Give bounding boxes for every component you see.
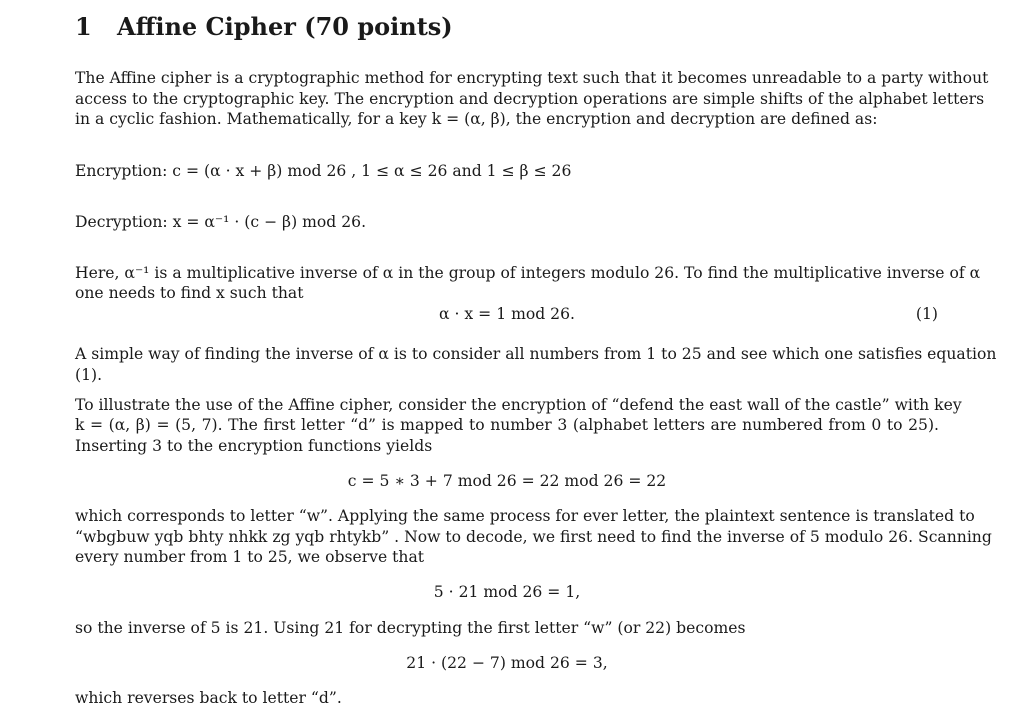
intro-line-2: access to the cryptographic key. The encryption and decryption operations are simple shifts of the alphabet letters xyxy=(75,90,985,108)
equation-3: 5 · 21 mod 26 = 1, xyxy=(433,583,581,601)
equation-1-label: (1) xyxy=(915,305,938,323)
equation-4: 21 · (22 − 7) mod 26 = 3, xyxy=(406,654,608,672)
equation-2: c = 5 ∗ 3 + 7 mod 26 = 22 mod 26 = 22 xyxy=(347,472,667,490)
equation-1: α · x = 1 mod 26. xyxy=(439,305,575,323)
simple-way-line-1: A simple way of finding the inverse of α is to consider all numbers from 1 to 25 and see which one satisfies equation xyxy=(75,345,997,363)
intro-line-3: in a cyclic fashion. Mathematically, for a key k = (α, β), the encryption and decryption are defined as: xyxy=(75,110,878,128)
section-title: Affine Cipher (70 points) xyxy=(117,12,453,41)
illustrate-line-1: To illustrate the use of the Affine cipher, consider the encryption of “defend the east wall of the castle” with key xyxy=(75,396,962,414)
illustrate-line-3: Inserting 3 to the encryption functions yields xyxy=(75,437,433,455)
corresponds-line-3: every number from 1 to 25, we observe that xyxy=(75,548,425,566)
simple-way-line-2: (1). xyxy=(75,366,103,384)
section-heading xyxy=(75,12,453,41)
reverses-line: which reverses back to letter “d”. xyxy=(75,689,342,707)
intro-line-1: The Affine cipher is a cryptographic method for encrypting text such that it becomes unreadable to a party without xyxy=(75,69,989,87)
section-number: 1 xyxy=(75,12,92,41)
corresponds-line-1: which corresponds to letter “w”. Applying the same process for ever letter, the plaintext sentence is translated to xyxy=(75,507,975,525)
encryption-formula: Encryption: c = (α · x + β) mod 26 , 1 ≤ α ≤ 26 and 1 ≤ β ≤ 26 xyxy=(75,162,572,180)
so-inverse-line: so the inverse of 5 is 21. Using 21 for decrypting the first letter “w” (or 22) becomes xyxy=(75,619,746,637)
decryption-formula: Decryption: x = α⁻¹ · (c − β) mod 26. xyxy=(75,213,367,231)
inverse-para-line-1: Here, α⁻¹ is a multiplicative inverse of α in the group of integers modulo 26. To find the multiplicative inverse of α xyxy=(75,264,981,282)
illustrate-line-2: k = (α, β) = (5, 7). The first letter “d” is mapped to number 3 (alphabet letters are numbered from 0 to 25). xyxy=(75,416,939,434)
inverse-para-line-2: one needs to find x such that xyxy=(75,284,304,302)
corresponds-line-2: “wbgbuw yqb bhty nhkk zg yqb rhtykb” . Now to decode, we first need to find the inverse of 5 modulo 26. Scanning xyxy=(75,528,992,546)
